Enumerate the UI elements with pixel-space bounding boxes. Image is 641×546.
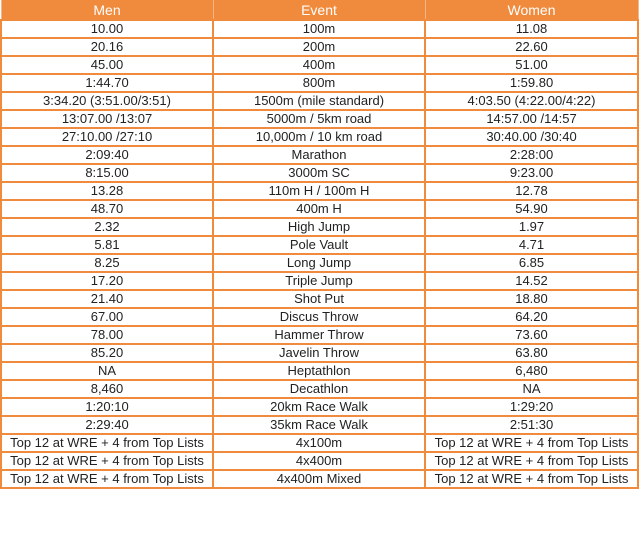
cell-men: 8,460 — [1, 380, 213, 398]
table-row — [1, 254, 638, 272]
cell-women: 14.52 — [425, 272, 638, 290]
cell-men: 13.28 — [1, 182, 213, 200]
cell-event: 35km Race Walk — [213, 416, 425, 434]
cell-event: 5000m / 5km road — [213, 110, 425, 128]
cell-women: 30:40.00 /30:40 — [425, 128, 638, 146]
cell-men: 2:29:40 — [1, 416, 213, 434]
table-row — [1, 146, 638, 164]
header-women: Women — [425, 0, 638, 20]
cell-women: 4:03.50 (4:22.00/4:22) — [425, 92, 638, 110]
table-row — [1, 326, 638, 344]
table-row — [1, 236, 638, 254]
cell-men: 2.32 — [1, 218, 213, 236]
table-row — [1, 128, 638, 146]
cell-men: 8:15.00 — [1, 164, 213, 182]
header-event: Event — [213, 0, 425, 20]
cell-event: Long Jump — [213, 254, 425, 272]
cell-men: 1:44.70 — [1, 74, 213, 92]
table-row — [1, 398, 638, 416]
cell-men: 27:10.00 /27:10 — [1, 128, 213, 146]
cell-women: 2:51:30 — [425, 416, 638, 434]
table-row — [1, 218, 638, 236]
cell-men: 1:20:10 — [1, 398, 213, 416]
table-row — [1, 92, 638, 110]
cell-men: 17.20 — [1, 272, 213, 290]
cell-event: 110m H / 100m H — [213, 182, 425, 200]
cell-women: 54.90 — [425, 200, 638, 218]
cell-women: 11.08 — [425, 20, 638, 38]
cell-event: Heptathlon — [213, 362, 425, 380]
cell-women: 6,480 — [425, 362, 638, 380]
cell-event: Decathlon — [213, 380, 425, 398]
table-row — [1, 200, 638, 218]
cell-men: 10.00 — [1, 20, 213, 38]
cell-women: Top 12 at WRE + 4 from Top Lists — [425, 434, 638, 452]
table-row — [1, 416, 638, 434]
cell-men: 3:34.20 (3:51.00/3:51) — [1, 92, 213, 110]
cell-event: Javelin Throw — [213, 344, 425, 362]
table-header-row — [1, 0, 638, 20]
table-row — [1, 272, 638, 290]
cell-event: Hammer Throw — [213, 326, 425, 344]
cell-women: 1:59.80 — [425, 74, 638, 92]
cell-women: 6.85 — [425, 254, 638, 272]
cell-men: 13:07.00 /13:07 — [1, 110, 213, 128]
cell-women: NA — [425, 380, 638, 398]
table-row — [1, 380, 638, 398]
cell-women: 1.97 — [425, 218, 638, 236]
cell-men: Top 12 at WRE + 4 from Top Lists — [1, 452, 213, 470]
table-row — [1, 182, 638, 200]
cell-event: High Jump — [213, 218, 425, 236]
cell-women: 63.80 — [425, 344, 638, 362]
cell-event: 100m — [213, 20, 425, 38]
table-row — [1, 38, 638, 56]
cell-event: Marathon — [213, 146, 425, 164]
cell-event: Discus Throw — [213, 308, 425, 326]
cell-women: Top 12 at WRE + 4 from Top Lists — [425, 452, 638, 470]
table-row — [1, 434, 638, 452]
header-men: Men — [1, 0, 213, 20]
cell-women: 22.60 — [425, 38, 638, 56]
cell-event: 1500m (mile standard) — [213, 92, 425, 110]
cell-men: 85.20 — [1, 344, 213, 362]
cell-men: 20.16 — [1, 38, 213, 56]
cell-event: 200m — [213, 38, 425, 56]
cell-women: Top 12 at WRE + 4 from Top Lists — [425, 470, 638, 488]
cell-event: 10,000m / 10 km road — [213, 128, 425, 146]
cell-women: 9:23.00 — [425, 164, 638, 182]
cell-men: NA — [1, 362, 213, 380]
table-row — [1, 110, 638, 128]
cell-men: 67.00 — [1, 308, 213, 326]
table-row — [1, 164, 638, 182]
cell-event: 4x400m — [213, 452, 425, 470]
cell-men: Top 12 at WRE + 4 from Top Lists — [1, 434, 213, 452]
table-row — [1, 20, 638, 38]
cell-event: 400m — [213, 56, 425, 74]
cell-men: 45.00 — [1, 56, 213, 74]
table-body — [1, 20, 638, 488]
cell-event: Pole Vault — [213, 236, 425, 254]
table-row — [1, 308, 638, 326]
cell-women: 12.78 — [425, 182, 638, 200]
cell-men: 78.00 — [1, 326, 213, 344]
table-row — [1, 290, 638, 308]
cell-women: 18.80 — [425, 290, 638, 308]
cell-women: 1:29:20 — [425, 398, 638, 416]
table-row — [1, 74, 638, 92]
cell-men: 21.40 — [1, 290, 213, 308]
cell-men: 5.81 — [1, 236, 213, 254]
table-row — [1, 470, 638, 488]
cell-women: 51.00 — [425, 56, 638, 74]
cell-event: 20km Race Walk — [213, 398, 425, 416]
cell-event: 4x100m — [213, 434, 425, 452]
cell-event: 800m — [213, 74, 425, 92]
table-row — [1, 56, 638, 74]
cell-men: Top 12 at WRE + 4 from Top Lists — [1, 470, 213, 488]
cell-event: Shot Put — [213, 290, 425, 308]
cell-women: 64.20 — [425, 308, 638, 326]
cell-men: 48.70 — [1, 200, 213, 218]
cell-men: 2:09:40 — [1, 146, 213, 164]
cell-men: 8.25 — [1, 254, 213, 272]
cell-women: 73.60 — [425, 326, 638, 344]
cell-event: 3000m SC — [213, 164, 425, 182]
table-row — [1, 362, 638, 380]
cell-women: 2:28:00 — [425, 146, 638, 164]
table-row — [1, 344, 638, 362]
cell-event: 400m H — [213, 200, 425, 218]
cell-event: Triple Jump — [213, 272, 425, 290]
cell-women: 14:57.00 /14:57 — [425, 110, 638, 128]
cell-event: 4x400m Mixed — [213, 470, 425, 488]
table-row — [1, 452, 638, 470]
cell-women: 4.71 — [425, 236, 638, 254]
